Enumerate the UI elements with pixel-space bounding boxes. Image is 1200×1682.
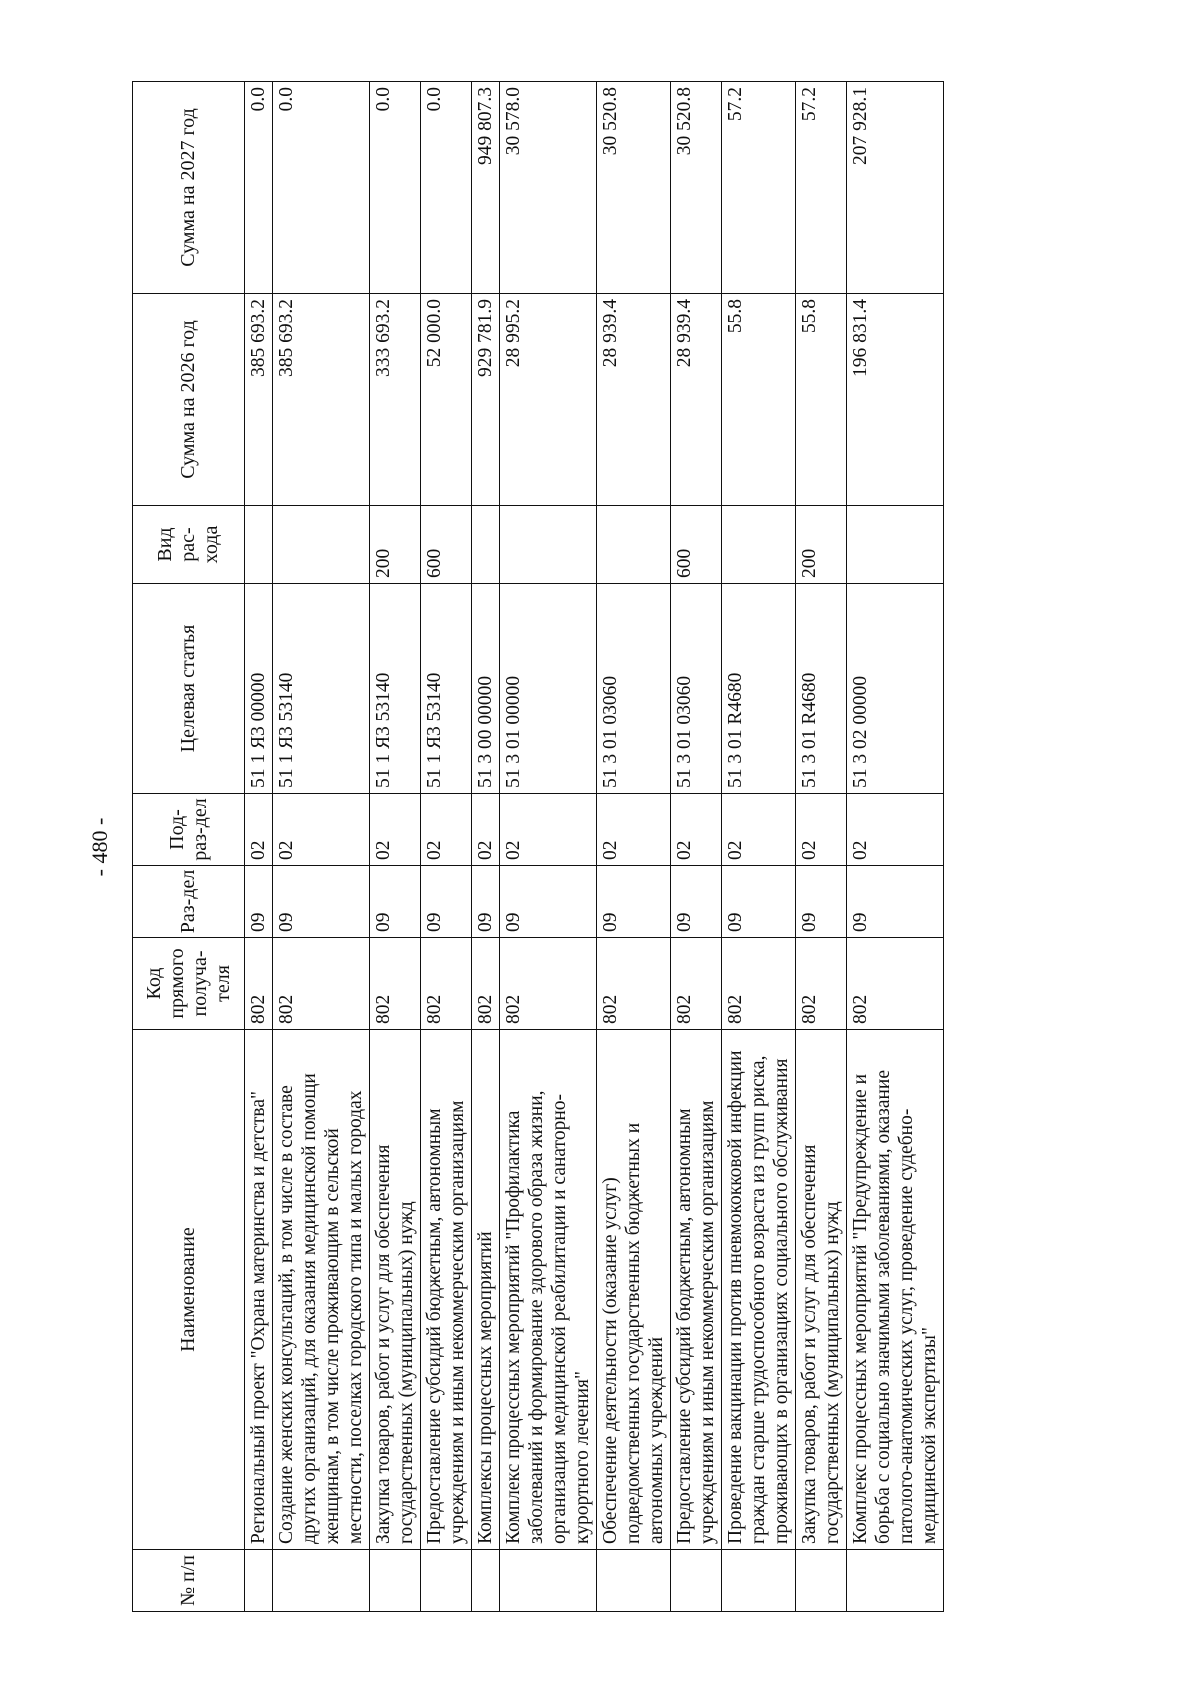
row-sum-2026: 929 781.9 (472, 294, 500, 506)
row-name: Закупка товаров, работ и услуг для обеспечения государственных (муниципальных) нужд (370, 1030, 421, 1550)
row-section: 09 (796, 866, 847, 938)
row-sum-2027: 0.0 (421, 82, 472, 294)
row-sum-2027: 30 578.0 (500, 82, 597, 294)
table-row (671, 82, 722, 1612)
row-section: 09 (370, 866, 421, 938)
row-sum-2026: 385 693.2 (245, 294, 273, 506)
row-section: 09 (472, 866, 500, 938)
row-number (370, 1550, 421, 1612)
row-name: Комплексы процессных мероприятий (472, 1030, 500, 1550)
row-sum-2027: 30 520.8 (671, 82, 722, 294)
row-sum-2027: 57.2 (796, 82, 847, 294)
row-name: Комплекс процессных мероприятий "Профилактика заболеваний и формирование здорового образа жизни, организация медицинской реабилитации и санаторно-курортного лечения" (500, 1030, 597, 1550)
row-subsection: 02 (796, 794, 847, 866)
row-sum-2026: 28 995.2 (500, 294, 597, 506)
row-section: 09 (500, 866, 597, 938)
row-number (421, 1550, 472, 1612)
header-no: № п/п (133, 1550, 245, 1612)
row-recipient-code: 802 (722, 938, 796, 1030)
row-target-article: 51 1 Я3 53140 (421, 584, 472, 794)
table-row (370, 82, 421, 1612)
row-expense-type: 200 (370, 506, 421, 584)
row-sum-2027: 0.0 (370, 82, 421, 294)
row-sum-2027: 30 520.8 (597, 82, 671, 294)
row-sum-2027: 949 807.3 (472, 82, 500, 294)
header-subsection: Под-раз-дел (133, 794, 245, 866)
row-sum-2027: 0.0 (273, 82, 370, 294)
row-number (597, 1550, 671, 1612)
row-subsection: 02 (370, 794, 421, 866)
row-target-article: 51 3 01 03060 (671, 584, 722, 794)
table-row (500, 82, 597, 1612)
row-target-article: 51 1 Я3 00000 (245, 584, 273, 794)
row-name: Проведение вакцинации против пневмококковой инфекции граждан старше трудоспособного возраста из групп риска, проживающих в организациях социального обслуживания (722, 1030, 796, 1550)
row-recipient-code: 802 (370, 938, 421, 1030)
row-name: Предоставление субсидий бюджетным, автономным учреждениям и иным некоммерческим организациям (421, 1030, 472, 1550)
row-name: Региональный проект "Охрана материнства и детства" (245, 1030, 273, 1550)
row-expense-type (245, 506, 273, 584)
row-recipient-code: 802 (796, 938, 847, 1030)
row-target-article: 51 1 Я3 53140 (370, 584, 421, 794)
header-recipient: Код прямого получа-теля (133, 938, 245, 1030)
row-number (847, 1550, 944, 1612)
row-target-article: 51 3 01 00000 (500, 584, 597, 794)
row-number (796, 1550, 847, 1612)
row-section: 09 (847, 866, 944, 938)
table-row (273, 82, 370, 1612)
row-number (671, 1550, 722, 1612)
row-section: 09 (245, 866, 273, 938)
row-target-article: 51 3 01 R4680 (796, 584, 847, 794)
table-row (796, 82, 847, 1612)
row-sum-2026: 333 693.2 (370, 294, 421, 506)
row-sum-2027: 57.2 (722, 82, 796, 294)
row-recipient-code: 802 (273, 938, 370, 1030)
row-subsection: 02 (273, 794, 370, 866)
table-header-row (133, 82, 245, 1612)
row-recipient-code: 802 (245, 938, 273, 1030)
row-target-article: 51 3 02 00000 (847, 584, 944, 794)
row-subsection: 02 (847, 794, 944, 866)
row-section: 09 (722, 866, 796, 938)
table-row (722, 82, 796, 1612)
row-sum-2026: 196 831.4 (847, 294, 944, 506)
row-subsection: 02 (245, 794, 273, 866)
row-sum-2026: 55.8 (722, 294, 796, 506)
row-recipient-code: 802 (847, 938, 944, 1030)
row-subsection: 02 (671, 794, 722, 866)
row-subsection: 02 (722, 794, 796, 866)
table-row (421, 82, 472, 1612)
row-expense-type (273, 506, 370, 584)
row-section: 09 (273, 866, 370, 938)
row-sum-2027: 207 928.1 (847, 82, 944, 294)
row-sum-2026: 385 693.2 (273, 294, 370, 506)
row-expense-type (722, 506, 796, 584)
row-recipient-code: 802 (671, 938, 722, 1030)
header-sum-2026: Сумма на 2026 год (133, 294, 245, 506)
row-section: 09 (671, 866, 722, 938)
row-expense-type (472, 506, 500, 584)
row-target-article: 51 3 00 00000 (472, 584, 500, 794)
row-section: 09 (597, 866, 671, 938)
row-expense-type (597, 506, 671, 584)
row-expense-type: 600 (671, 506, 722, 584)
rotated-document-page (80, 82, 1020, 1612)
header-target: Целевая статья (133, 584, 245, 794)
row-subsection: 02 (500, 794, 597, 866)
row-expense-type (500, 506, 597, 584)
page-number: - 480 - (87, 817, 112, 877)
table-row (472, 82, 500, 1612)
row-recipient-code: 802 (421, 938, 472, 1030)
table-row (245, 82, 273, 1612)
header-expense: Вид рас-хода (133, 506, 245, 584)
row-target-article: 51 3 01 R4680 (722, 584, 796, 794)
row-recipient-code: 802 (472, 938, 500, 1030)
header-name: Наименование (133, 1030, 245, 1550)
row-name: Создание женских консультаций, в том числе в составе других организаций, для оказания медицинской помощи женщинам, в том числе проживающим в сельской местности, поселках городского типа и малых городах (273, 1030, 370, 1550)
row-subsection: 02 (421, 794, 472, 866)
row-recipient-code: 802 (500, 938, 597, 1030)
row-name: Комплекс процессных мероприятий "Предупреждение и борьба с социально значимыми заболеваниями, оказание патолого-анатомических услуг, проведение судебно-медицинской экспертизы" (847, 1030, 944, 1550)
row-number (472, 1550, 500, 1612)
row-expense-type: 200 (796, 506, 847, 584)
row-expense-type: 600 (421, 506, 472, 584)
row-target-article: 51 3 01 03060 (597, 584, 671, 794)
header-section: Раз-дел (133, 866, 245, 938)
row-number (722, 1550, 796, 1612)
budget-table (132, 81, 944, 1612)
header-sum-2027: Сумма на 2027 год (133, 82, 245, 294)
row-section: 09 (421, 866, 472, 938)
row-number (500, 1550, 597, 1612)
row-sum-2026: 28 939.4 (597, 294, 671, 506)
row-subsection: 02 (472, 794, 500, 866)
row-name: Предоставление субсидий бюджетным, автономным учреждениям и иным некоммерческим организациям (671, 1030, 722, 1550)
row-recipient-code: 802 (597, 938, 671, 1030)
row-subsection: 02 (597, 794, 671, 866)
row-name: Обеспечение деятельности (оказание услуг) подведомственных государственных бюджетных и автономных учреждений (597, 1030, 671, 1550)
row-sum-2026: 55.8 (796, 294, 847, 506)
row-sum-2026: 52 000.0 (421, 294, 472, 506)
table-row (597, 82, 671, 1612)
table-row (847, 82, 944, 1612)
row-number (273, 1550, 370, 1612)
row-sum-2026: 28 939.4 (671, 294, 722, 506)
row-number (245, 1550, 273, 1612)
row-expense-type (847, 506, 944, 584)
row-target-article: 51 1 Я3 53140 (273, 584, 370, 794)
row-name: Закупка товаров, работ и услуг для обеспечения государственных (муниципальных) нужд (796, 1030, 847, 1550)
row-sum-2027: 0.0 (245, 82, 273, 294)
